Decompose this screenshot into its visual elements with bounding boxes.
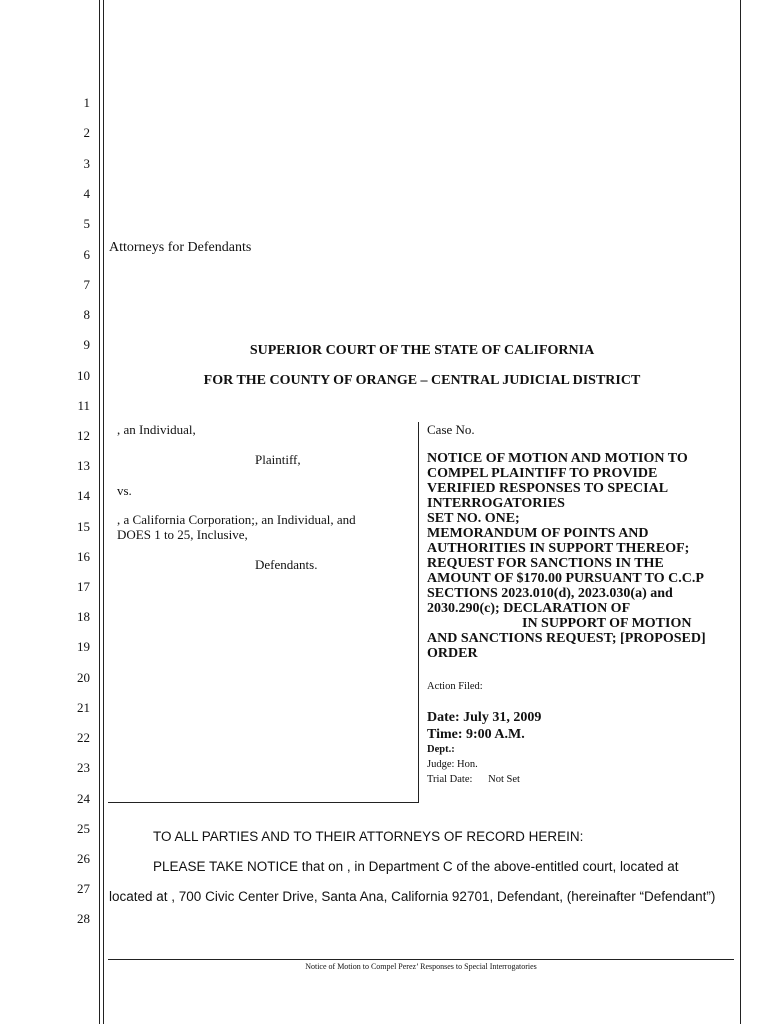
- line-number: 4: [83, 186, 90, 201]
- title-line: SECTIONS 2023.010(d), 2023.030(a) and: [427, 586, 673, 601]
- line-number: 3: [83, 156, 90, 171]
- defendant-party-line2: DOES 1 to 25, Inclusive,: [117, 527, 248, 542]
- trial-date: Trial Date: Not Set: [427, 774, 520, 785]
- title-line: NOTICE OF MOTION AND MOTION TO: [427, 451, 688, 466]
- plaintiff-label: Plaintiff,: [255, 452, 301, 467]
- line-number: 15: [77, 519, 90, 534]
- hearing-dept: Dept.:: [427, 744, 455, 755]
- footer-rule: [108, 959, 734, 960]
- line-number: 9: [83, 337, 90, 352]
- hearing-time: Time: 9:00 A.M.: [427, 727, 525, 742]
- hearing-date: Date: July 31, 2009: [427, 710, 542, 725]
- title-line: SET NO. ONE;: [427, 511, 520, 526]
- left-margin-rule-inner: [103, 0, 104, 1024]
- title-line: 2030.290(c); DECLARATION OF: [427, 601, 631, 616]
- line-number: 6: [83, 247, 90, 262]
- title-line: IN SUPPORT OF MOTION: [522, 616, 692, 631]
- line-number: 8: [83, 307, 90, 322]
- title-line: AND SANCTIONS REQUEST; [PROPOSED]: [427, 631, 706, 646]
- line-number: 21: [77, 700, 90, 715]
- right-margin-rule: [740, 0, 741, 1024]
- footer-text: Notice of Motion to Compel Perez’ Responses to Special Interrogatories: [305, 962, 537, 971]
- vs-label: vs.: [117, 483, 132, 498]
- title-line: REQUEST FOR SANCTIONS IN THE: [427, 556, 664, 571]
- line-number: 14: [77, 488, 90, 503]
- defendant-party-line1: , a California Corporation;, an Individual, and: [117, 512, 356, 527]
- title-line: INTERROGATORIES: [427, 496, 565, 511]
- court-name-line1: SUPERIOR COURT OF THE STATE OF CALIFORNIA: [249, 343, 595, 358]
- court-name-line2: FOR THE COUNTY OF ORANGE – CENTRAL JUDICIAL DISTRICT: [203, 373, 641, 388]
- body-paragraph-1: TO ALL PARTIES AND TO THEIR ATTORNEYS OF RECORD HEREIN:: [153, 829, 584, 844]
- line-number: 23: [77, 760, 90, 775]
- action-filed: Action Filed:: [427, 681, 483, 692]
- line-number: 11: [77, 398, 90, 413]
- line-number: 22: [77, 730, 90, 745]
- case-number: Case No.: [427, 422, 475, 437]
- line-number: 19: [77, 639, 90, 654]
- title-line: VERIFIED RESPONSES TO SPECIAL: [427, 481, 669, 496]
- left-margin-rule-outer: [99, 0, 100, 1024]
- line-number: 27: [77, 881, 90, 896]
- defendant-label: Defendants.: [255, 557, 318, 572]
- title-line: MEMORANDUM OF POINTS AND: [427, 526, 649, 541]
- line-number: 5: [83, 216, 90, 231]
- attorneys-for-defendants: Attorneys for Defendants: [109, 240, 252, 255]
- body-paragraph-3: located at , 700 Civic Center Drive, Santa Ana, California 92701, Defendant, (hereinafter “Defendant”): [109, 889, 716, 904]
- title-line: ORDER: [427, 646, 478, 661]
- judge: Judge: Hon.: [427, 759, 478, 770]
- title-line: AUTHORITIES IN SUPPORT THEREOF;: [427, 541, 690, 556]
- line-number: 12: [77, 428, 90, 443]
- caption-divider-horizontal: [108, 802, 419, 803]
- caption-divider-vertical: [418, 422, 419, 802]
- line-number: 25: [77, 821, 90, 836]
- line-number: 1: [83, 95, 90, 110]
- line-number: 16: [77, 549, 90, 564]
- line-number: 20: [77, 670, 90, 685]
- title-line: AMOUNT OF $170.00 PURSUANT TO C.C.P: [427, 571, 704, 586]
- line-number: 13: [77, 458, 90, 473]
- line-number: 26: [77, 851, 90, 866]
- body-paragraph-2: PLEASE TAKE NOTICE that on , in Department C of the above-entitled court, located at: [153, 859, 679, 874]
- plaintiff-party: , an Individual,: [117, 422, 196, 437]
- line-number: 7: [83, 277, 90, 292]
- line-number: 2: [83, 125, 90, 140]
- line-number: 18: [77, 609, 90, 624]
- line-number: 24: [77, 791, 90, 806]
- title-line: COMPEL PLAINTIFF TO PROVIDE: [427, 466, 658, 481]
- line-number: 10: [77, 368, 90, 383]
- line-number: 28: [77, 911, 90, 926]
- line-number: 17: [77, 579, 90, 594]
- document-title: [427, 451, 737, 661]
